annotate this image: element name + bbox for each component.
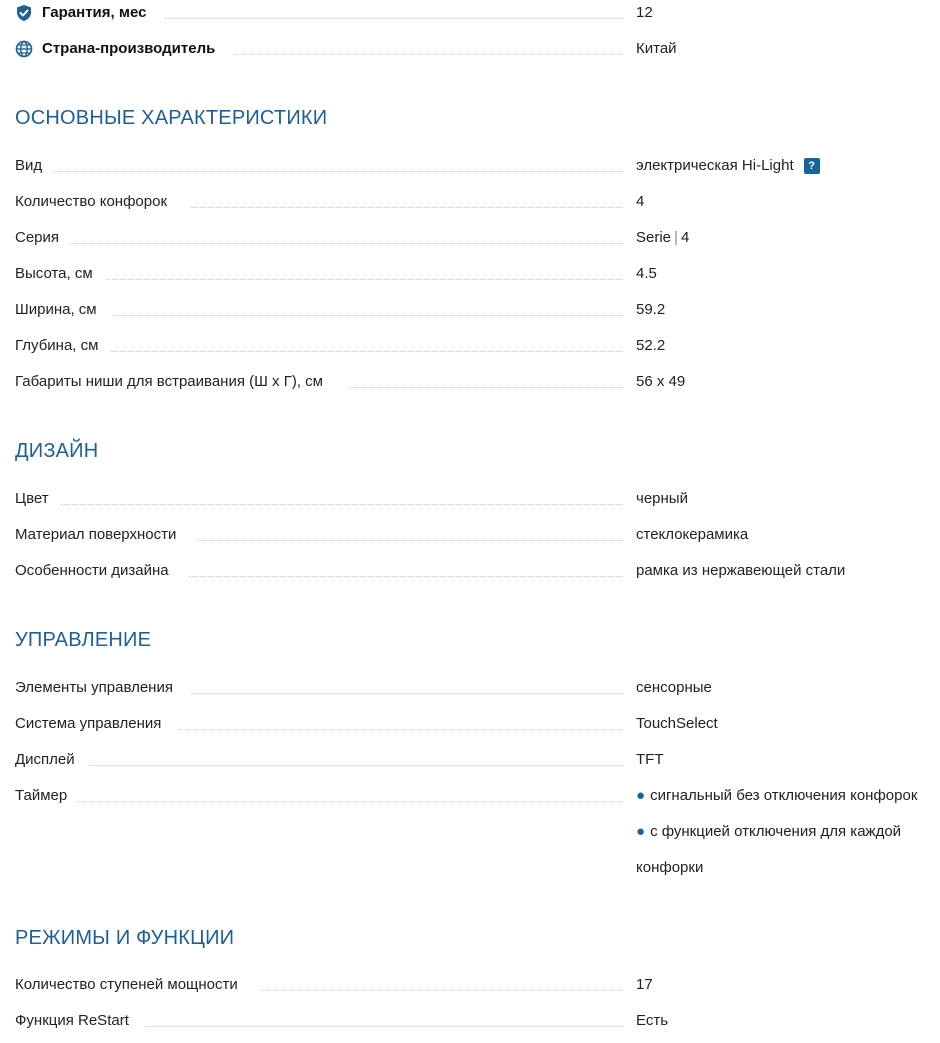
dotted-leader: [261, 990, 623, 991]
spec-value: конфорки: [636, 859, 704, 876]
spec-label: Цвет: [15, 490, 49, 507]
spec-value: Китай: [636, 40, 677, 57]
spec-row-series: [15, 222, 940, 258]
spec-label: Таймер: [15, 787, 68, 804]
spec-label: Материал поверхности: [15, 526, 177, 543]
spec-label: Вид: [15, 157, 43, 174]
spec-row-depth: [15, 330, 940, 366]
spec-row-width: [15, 294, 940, 330]
section-title-main: ОСНОВНЫЕ ХАРАКТЕРИСТИКИ: [15, 107, 328, 129]
bullet-icon: ●: [636, 823, 646, 840]
dotted-leader: [107, 279, 623, 280]
dotted-leader: [53, 171, 623, 172]
spec-value: 56 x 49: [636, 373, 686, 390]
spec-label: Ширина, см: [15, 301, 97, 318]
dotted-leader: [349, 387, 623, 388]
spec-row-control-system: [15, 708, 940, 744]
series-number-link[interactable]: 4: [680, 229, 690, 246]
list-item: [636, 786, 917, 822]
spec-row-power-levels: [15, 969, 940, 1005]
spec-value: 4.5: [636, 265, 657, 282]
dotted-leader: [71, 243, 623, 244]
spec-row-warranty: [15, 0, 940, 33]
spec-row-surface: [15, 519, 940, 555]
dotted-leader: [113, 315, 623, 316]
spec-label: Система управления: [15, 715, 162, 732]
spec-value: 17: [636, 976, 653, 993]
dotted-leader: [233, 54, 623, 55]
spec-row-timer: [15, 780, 940, 888]
spec-value: 59.2: [636, 301, 666, 318]
help-button[interactable]: ?: [804, 158, 820, 174]
spec-value: сигнальный без отключения конфорок: [650, 787, 918, 804]
section-title-control: УПРАВЛЕНИЕ: [15, 629, 152, 651]
dotted-leader: [191, 207, 623, 208]
spec-label: Страна-производитель: [42, 40, 216, 57]
dotted-leader: [111, 351, 623, 352]
series-separator: |: [674, 229, 678, 246]
shield-check-icon: [15, 4, 33, 22]
spec-value: сенсорные: [636, 679, 712, 696]
spec-label: Количество ступеней мощности: [15, 976, 238, 993]
dotted-leader: [145, 1026, 623, 1027]
dotted-leader: [179, 729, 623, 730]
spec-row-display: [15, 744, 940, 780]
spec-row-controls: [15, 672, 940, 708]
bullet-icon: ●: [636, 787, 646, 804]
spec-row-burners: [15, 186, 940, 222]
spec-value: TouchSelect: [636, 715, 718, 732]
section-title-design: ДИЗАЙН: [15, 440, 99, 462]
spec-row-design-features: [15, 555, 940, 591]
spec-label: Гарантия, мес: [42, 4, 147, 21]
spec-value: 12: [636, 4, 653, 21]
spec-row-type: [15, 150, 940, 186]
spec-label: Серия: [15, 229, 60, 246]
list-item-continuation: [636, 858, 917, 894]
spec-value: черный: [636, 490, 688, 507]
spec-row-restart: [15, 1005, 940, 1041]
spec-label: Функция ReStart: [15, 1012, 129, 1029]
spec-label: Особенности дизайна: [15, 562, 169, 579]
spec-value: TFT: [636, 751, 664, 768]
spec-value: 52.2: [636, 337, 666, 354]
section-title-modes: РЕЖИМЫ И ФУНКЦИИ: [15, 927, 235, 949]
spec-value: рамка из нержавеющей стали: [636, 562, 846, 579]
spec-label: Дисплей: [15, 751, 75, 768]
spec-value: стеклокерамика: [636, 526, 749, 543]
spec-label: Глубина, см: [15, 337, 99, 354]
series-link[interactable]: Serie: [636, 229, 672, 246]
dotted-leader: [165, 18, 623, 19]
spec-row-color: [15, 483, 940, 519]
spec-label: Элементы управления: [15, 679, 173, 696]
spec-value: 4: [636, 193, 645, 210]
spec-value: электрическая Hi-Light: [636, 157, 794, 174]
dotted-leader: [189, 576, 623, 577]
dotted-leader: [191, 693, 623, 694]
list-item: [636, 822, 917, 858]
dotted-leader: [89, 765, 623, 766]
spec-row-height: [15, 258, 940, 294]
spec-row-niche: [15, 366, 940, 402]
spec-row-country: [15, 33, 940, 69]
spec-label: Высота, см: [15, 265, 93, 282]
dotted-leader: [61, 504, 623, 505]
dotted-leader: [77, 801, 623, 802]
spec-value: Есть: [636, 1012, 669, 1029]
spec-label: Количество конфорок: [15, 193, 168, 210]
dotted-leader: [197, 540, 623, 541]
spec-label: Габариты ниши для встраивания (Ш x Г), см: [15, 373, 323, 390]
spec-value: с функцией отключения для каждой: [650, 823, 902, 840]
globe-icon: [15, 40, 33, 58]
